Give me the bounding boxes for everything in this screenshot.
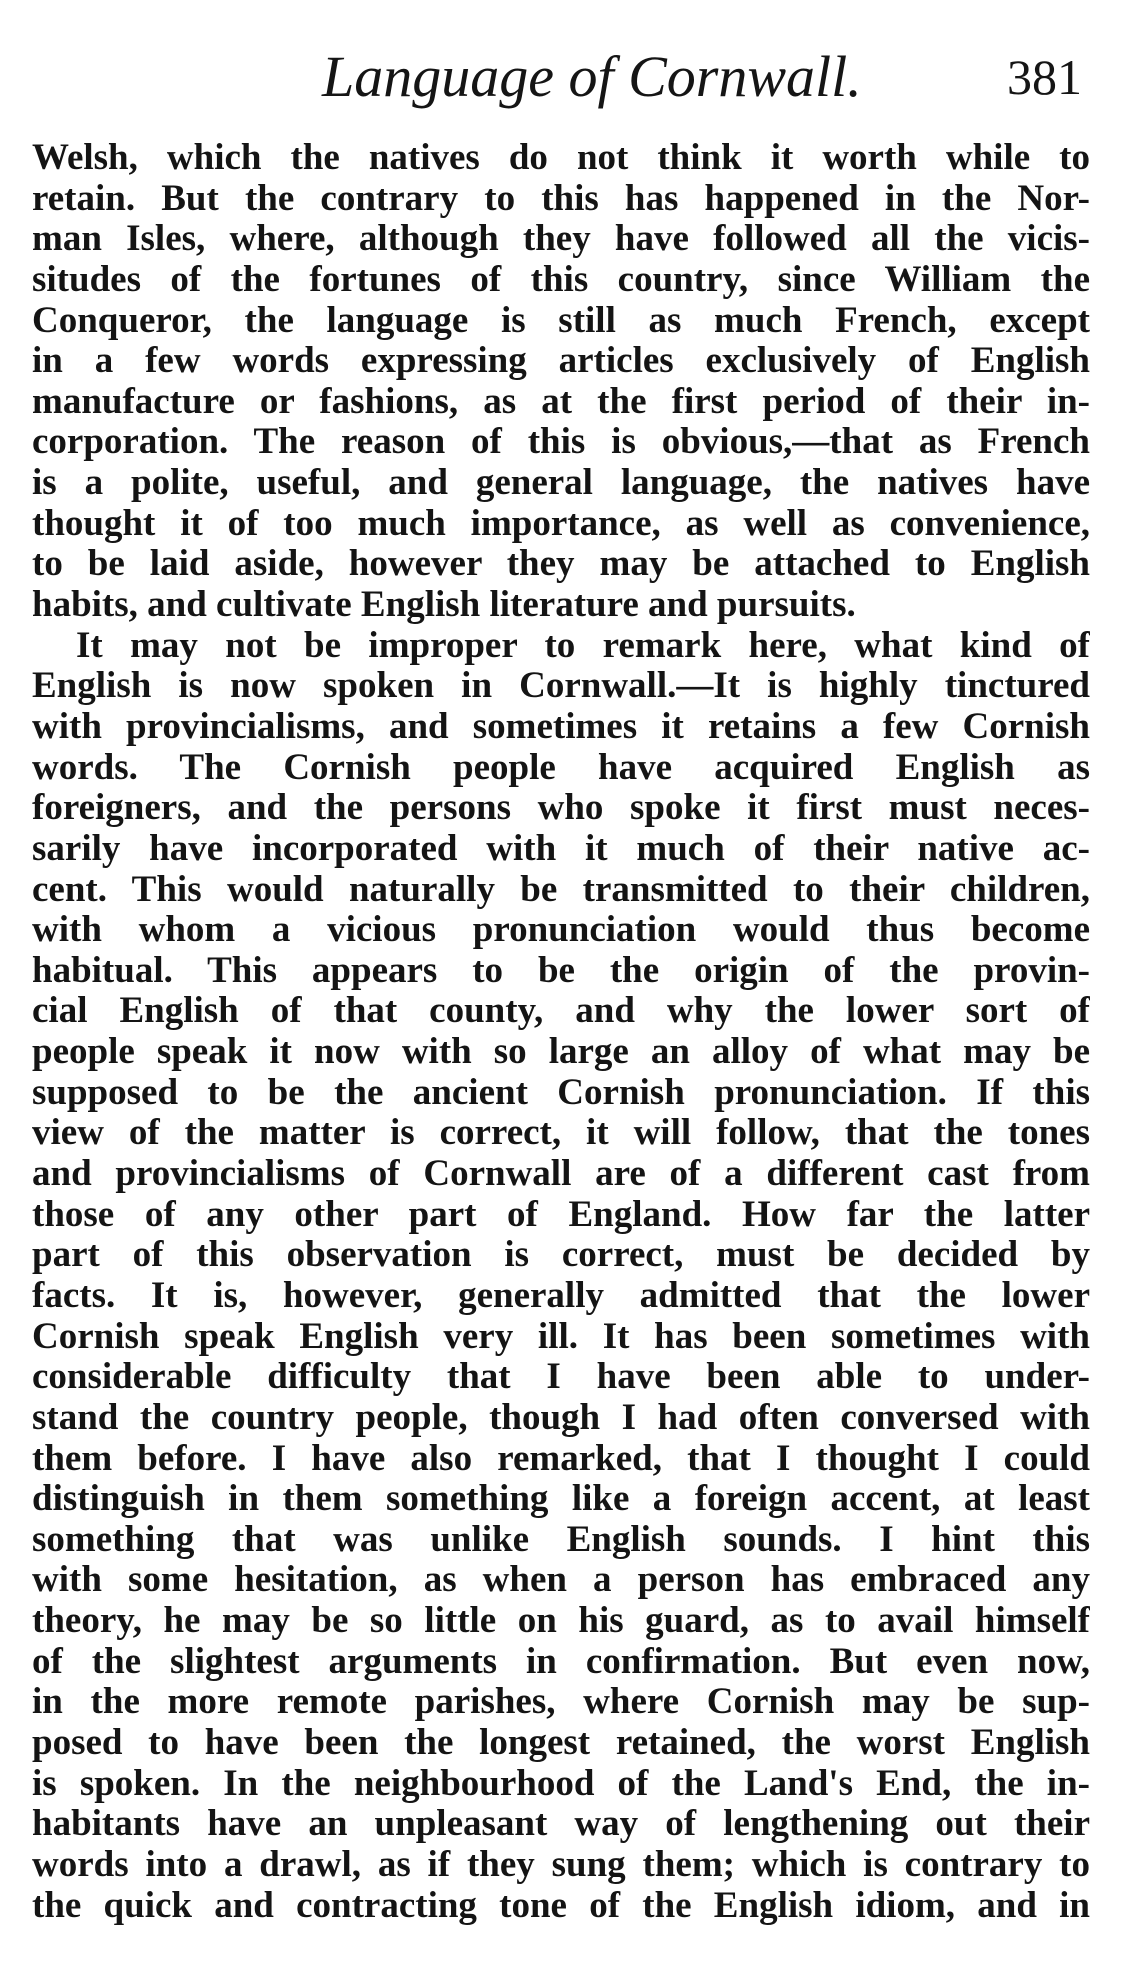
- text-line: Welsh, which the natives do not think it worth while to: [32, 138, 1090, 178]
- text-line: habitual. This appears to be the origin of the provin-: [32, 950, 1090, 991]
- text-line: posed to have been the longest retained, the worst English: [32, 1722, 1090, 1763]
- text-line: them before. I have also remarked, that I thought I could: [32, 1438, 1090, 1479]
- text-line: distinguish in them something like a foreign accent, at least: [32, 1479, 1090, 1520]
- text-line: words into a drawl, as if they sung them; which is contrary to: [32, 1844, 1090, 1885]
- text-line: part of this observation is correct, must be decided by: [32, 1235, 1090, 1276]
- text-line: view of the matter is correct, it will follow, that the tones: [32, 1113, 1090, 1154]
- text-line: is spoken. In the neighbourhood of the Land's End, the in-: [32, 1763, 1090, 1804]
- paragraph-start-line: It may not be improper to remark here, what kind of: [76, 625, 1090, 666]
- text-line: man Isles, where, although they have followed all the vicis-: [32, 219, 1090, 260]
- text-line: the quick and contracting tone of the English idiom, and in: [32, 1885, 1090, 1926]
- text-line: English is now spoken in Cornwall.—It is highly tinctured: [32, 666, 1090, 707]
- text-line: sarily have incorporated with it much of their native ac-: [32, 828, 1090, 869]
- running-head: [32, 42, 1090, 122]
- text-line: stand the country people, though I had often conversed with: [32, 1397, 1090, 1438]
- text-line: Conqueror, the language is still as much French, except: [32, 300, 1090, 341]
- text-line: thought it of too much importance, as well as convenience,: [32, 503, 1090, 544]
- page-number: 381: [1007, 49, 1082, 105]
- text-line: supposed to be the ancient Cornish pronunciation. If this: [32, 1072, 1090, 1113]
- text-line: considerable difficulty that I have been able to under-: [32, 1357, 1090, 1398]
- text-line: words. The Cornish people have acquired English as: [32, 747, 1090, 788]
- text-line: situdes of the fortunes of this country, since William the: [32, 259, 1090, 300]
- text-line: cent. This would naturally be transmitted to their children,: [32, 869, 1090, 910]
- text-line: manufacture or fashions, as at the first period of their in-: [32, 381, 1090, 422]
- text-line: corporation. The reason of this is obvious,—that as French: [32, 422, 1090, 463]
- text-line: of the slightest arguments in confirmation. But even now,: [32, 1641, 1090, 1682]
- text-line: those of any other part of England. How far the latter: [32, 1194, 1090, 1235]
- text-line: something that was unlike English sounds. I hint this: [32, 1519, 1090, 1560]
- text-line: foreigners, and the persons who spoke it first must neces-: [32, 788, 1090, 829]
- text-line: with whom a vicious pronunciation would thus become: [32, 910, 1090, 951]
- text-line: and provincialisms of Cornwall are of a different cast from: [32, 1154, 1090, 1195]
- text-line: to be laid aside, however they may be attached to English: [32, 544, 1090, 585]
- text-line: cial English of that county, and why the lower sort of: [32, 991, 1090, 1032]
- running-title: Language of Cornwall.: [322, 44, 862, 109]
- text-line: facts. It is, however, generally admitted that the lower: [32, 1275, 1090, 1316]
- body-text: [32, 138, 1090, 1926]
- text-line: with provincialisms, and sometimes it retains a few Cornish: [32, 706, 1090, 747]
- text-line: in the more remote parishes, where Cornish may be sup-: [32, 1682, 1090, 1723]
- text-line: habits, and cultivate English literature and pursuits.: [32, 585, 856, 626]
- text-line: Cornish speak English very ill. It has been sometimes with: [32, 1316, 1090, 1357]
- text-line: people speak it now with so large an alloy of what may be: [32, 1032, 1090, 1073]
- text-line: in a few words expressing articles exclusively of English: [32, 341, 1090, 382]
- text-line: retain. But the contrary to this has happened in the Nor-: [32, 178, 1090, 219]
- text-line: habitants have an unpleasant way of lengthening out their: [32, 1804, 1090, 1845]
- text-line: theory, he may be so little on his guard, as to avail himself: [32, 1601, 1090, 1642]
- text-line: with some hesitation, as when a person has embraced any: [32, 1560, 1090, 1601]
- text-line: is a polite, useful, and general language, the natives have: [32, 463, 1090, 504]
